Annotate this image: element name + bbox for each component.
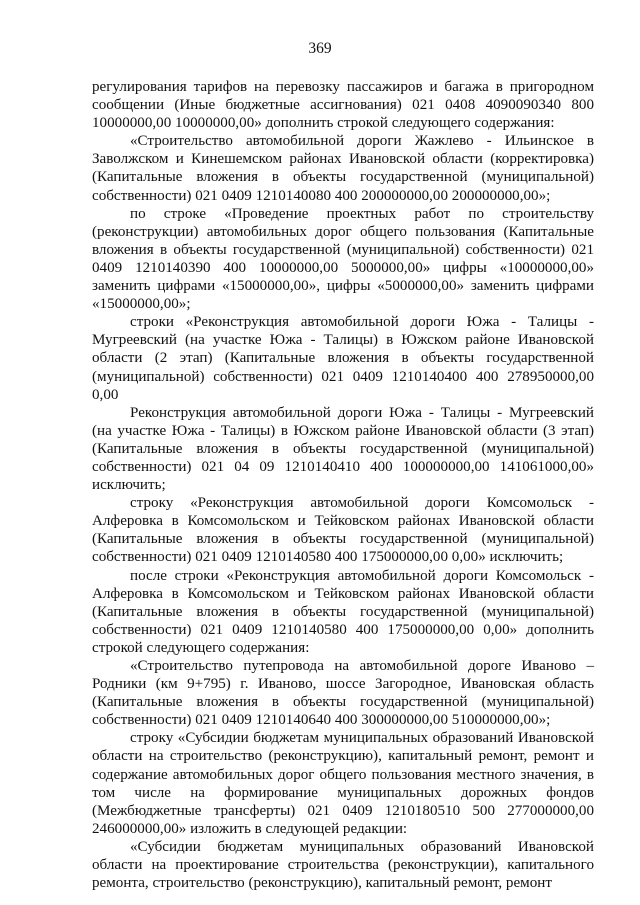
- paragraph-continuation: регулирования тарифов на перевозку пассажиров и багажа в пригородном сообщении (Иные бюджетные ассигнования) 021 0408 4090090340 800 10000000,00 10000000,00» дополнить строкой следующего содержания:: [92, 79, 594, 132]
- paragraph-yuzha-talitsy-stage3: Реконструкция автомобильной дороги Южа - Талицы - Мугреевский (на участке Южа - Талицы) в Южском районе Ивановской области (3 этап) (Капитальные вложения в объекты государственной (муниципальной) собственности) 021 04 09 1210140410 400 100000000,00 141061000,00» исключить;: [92, 404, 594, 494]
- paragraph-subsidies-new: «Субсидии бюджетам муниципальных образований Ивановской области на проектирование строительства (реконструкции), капитального ремонта, строительство (реконструкцию), капитальный ремонт, ремонт: [92, 838, 594, 892]
- document-body: [92, 78, 594, 892]
- paragraph-overpass: «Строительство путепровода на автомобильной дороге Иваново – Родники (км 9+795) г. Иваново, шоссе Загородное, Ивановская область (Капитальные вложения в объекты государственной (муниципальной) собственности) 021 0409 1210140640 400 300000000,00 510000000,00»;: [92, 658, 594, 729]
- page-number: 369: [308, 40, 332, 57]
- paragraph-subsidies-old: строку «Субсидии бюджетам муниципальных образований Ивановской области на строительство (реконструкцию), капитальный ремонт, ремонт и содержание автомобильных дорог общего пользования местного значения, в том числе на формирование муниципальных дорожных фондов (Межбюджетные трансферты) 021 0409 1210180510 500 277000000,00 246000000,00» изложить в следующей редакции:: [92, 730, 594, 837]
- paragraph-yuzha-talitsy-stage2: строки «Реконструкция автомобильной дороги Южа - Талицы - Мугреевский (на участке Южа - Талицы) в Южском районе Ивановской области (2 этап) (Капитальные вложения в объекты государственной (муниципальной) собственности) 021 0409 1210140400 400 278950000,00 0,00: [92, 314, 594, 403]
- paragraph-komsomolsk-exclude: строку «Реконструкция автомобильной дороги Комсомольск - Алферовка в Комсомольском и Тейковском районах Ивановской области (Капитальные вложения в объекты государственной (муниципальной) собственности) 021 0409 1210140580 400 175000000,00 0,00» исключить;: [92, 495, 594, 566]
- paragraph-design-works: по строке «Проведение проектных работ по строительству (реконструкции) автомобильных дорог общего пользования (Капитальные вложения в объекты государственной (муниципальной) собственности) 021 0409 1210140390 400 10000000,00 5000000,00» цифры «10000000,00» заменить цифрами «15000000,00», цифры «5000000,00» заменить цифрами «15000000,00»;: [92, 205, 594, 313]
- paragraph-komsomolsk-after: после строки «Реконструкция автомобильной дороги Комсомольск - Алферовка в Комсомольском и Тейковском районах Ивановской области (Капитальные вложения в объекты государственной (муниципальной) собственности) 021 0409 1210140580 400 175000000,00 0,00» дополнить строкой следующего содержания:: [92, 567, 594, 656]
- paragraph-zhazhlevo-road: «Строительство автомобильной дороги Жажлево - Ильинское в Заволжском и Кинешемском районах Ивановской области (корректировка) (Капитальные вложения в объекты государственной (муниципальной) собственности) 021 0409 1210140080 400 200000000,00 200000000,00»;: [92, 133, 594, 204]
